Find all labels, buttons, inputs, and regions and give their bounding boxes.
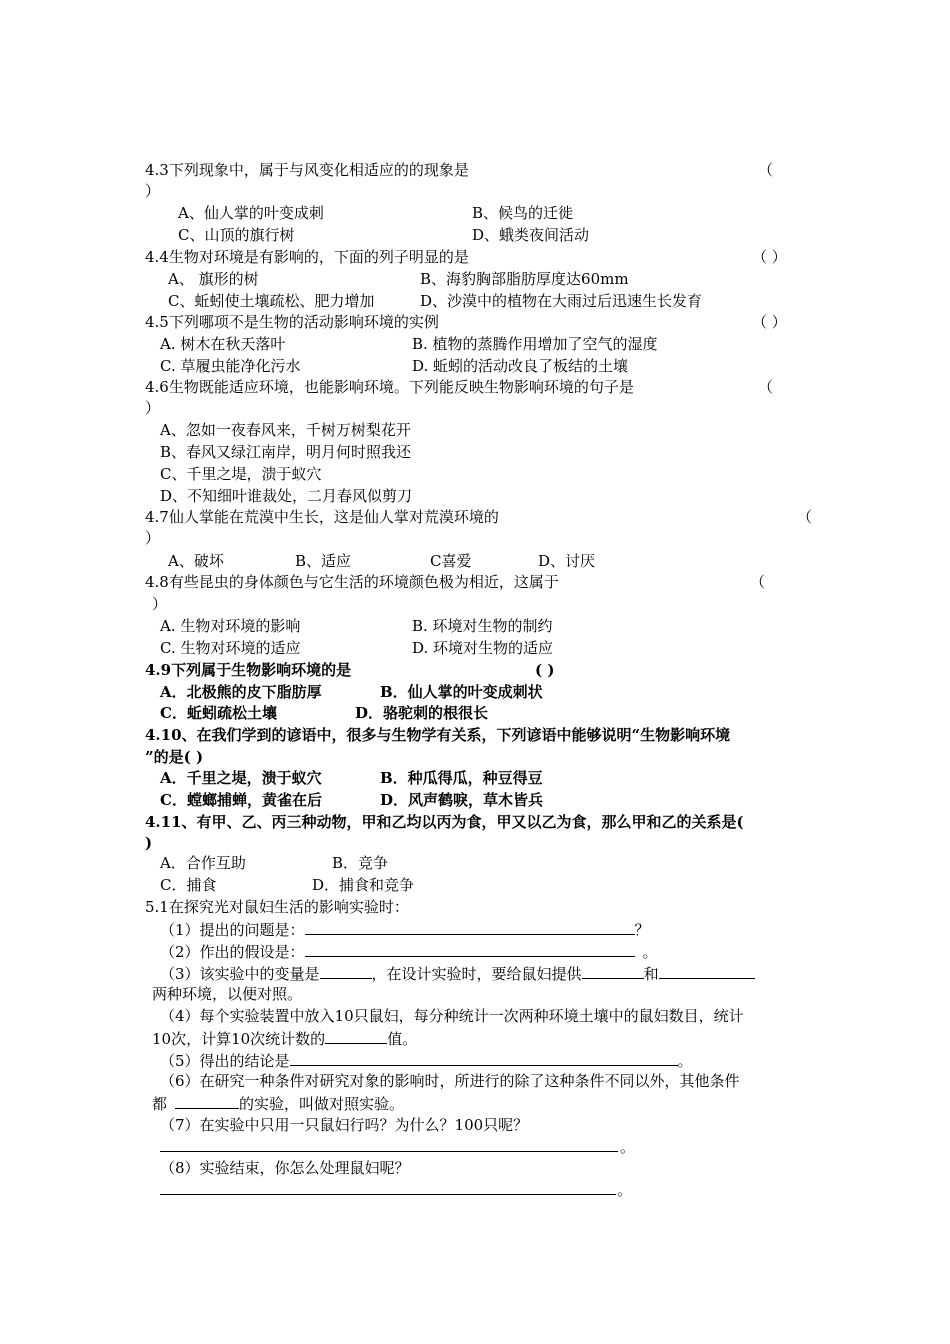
part-5-label: （5）得出的结论是	[160, 1052, 290, 1070]
part-2-end: 。	[642, 943, 658, 961]
question-4-4-option-c: C、蚯蚓使土壤疏松、肥力增加	[168, 292, 375, 310]
question-4-7-stem: 4.7仙人掌能在荒漠中生长，这是仙人掌对荒漠环境的	[145, 508, 499, 526]
question-4-10-stem-line2: ”的是( )	[145, 748, 204, 766]
part-3-text-a: （3）该实验中的变量是	[160, 965, 320, 983]
question-4-10-option-b: B．种瓜得瓜，种豆得豆	[380, 769, 543, 787]
question-4-8-option-b: B. 环境对生物的制约	[412, 617, 553, 635]
part-8-end: 。	[617, 1181, 633, 1199]
question-4-3-option-b: B、候鸟的迁徙	[472, 204, 574, 222]
question-4-10-option-c: C．螳螂捕蝉，黄雀在后	[160, 791, 322, 809]
question-4-5-paren: （ ）	[752, 313, 787, 331]
question-4-7-option-b: B、适应	[295, 552, 352, 570]
part-3-env1-blank[interactable]	[582, 963, 644, 979]
part-5-end: 。	[677, 1052, 693, 1070]
part-7-end: 。	[620, 1138, 636, 1156]
question-4-7-paren-close: ）	[145, 529, 161, 547]
question-4-10-option-a: A．千里之堤，溃于蚁穴	[160, 769, 322, 787]
question-4-8-option-c: C. 生物对环境的适应	[160, 639, 301, 657]
part-3-variable-blank[interactable]	[320, 963, 372, 979]
question-4-9-option-a: A．北极熊的皮下脂肪厚	[160, 683, 322, 701]
question-4-5-option-c: C. 草履虫能净化污水	[160, 357, 301, 375]
question-5-1-part-4-line1: （4）每个实验装置中放入10只鼠妇，每分种统计一次两种环境土壤中的鼠妇数目，统计	[160, 1007, 744, 1025]
question-4-3-paren-open: （	[758, 161, 774, 179]
question-4-9-option-b: B．仙人掌的叶变成刺状	[380, 683, 543, 701]
question-4-6-stem: 4.6生物既能适应环境，也能影响环境。下列能反映生物影响环境的句子是	[145, 378, 634, 396]
question-4-5-option-b: B. 植物的蒸腾作用增加了空气的湿度	[412, 335, 658, 353]
question-4-8-option-d: D. 环境对生物的适应	[412, 639, 554, 657]
question-4-3-option-a: A、仙人掌的叶变成刺	[178, 204, 324, 222]
question-4-9-stem: 4.9下列属于生物影响环境的是	[145, 661, 352, 679]
question-4-6-option-a: A、忽如一夜春风来，千树万树梨花开	[160, 421, 411, 439]
question-4-3-stem: 4.3下列现象中，属于与风变化相适应的的现象是	[145, 161, 469, 179]
question-5-1-part-3	[160, 963, 755, 984]
question-4-3-paren-close: ）	[145, 182, 161, 200]
part-3-env2-blank[interactable]	[659, 963, 755, 979]
question-4-8-stem: 4.8有些昆虫的身体颜色与它生活的环境颜色极为相近，这属于	[145, 573, 559, 591]
question-4-6-paren-open: （	[758, 378, 774, 396]
question-5-1-part-3-line2: 两种环境，以便对照。	[152, 985, 303, 1003]
question-5-1-part-7: （7）在实验中只用一只鼠妇行吗？为什么？100只呢？	[160, 1116, 529, 1134]
question-4-9-paren: ( )	[535, 661, 555, 679]
question-5-1-part-6-line1: （6）在研究一种条件对研究对象的影响时，所进行的除了这种条件不同以外，其他条件	[160, 1072, 740, 1090]
part-3-text-b: ，在设计实验时，要给鼠妇提供	[371, 965, 582, 983]
question-4-8-paren-open: （	[750, 573, 766, 591]
question-4-11-option-b: B．竞争	[332, 854, 389, 872]
question-4-7-option-a: A、破坏	[168, 552, 224, 570]
part-2-label: （2）作出的假设是：	[160, 943, 305, 961]
question-4-6-paren-close: ）	[145, 399, 161, 417]
question-5-1-stem: 5.1在探究光对鼠妇生活的影响实验时：	[145, 898, 409, 916]
question-4-10-stem-line1: 4.10、在我们学到的谚语中，很多与生物学有关系，下列谚语中能够说明“生物影响环境	[145, 726, 731, 744]
question-5-1-part-6-line2	[152, 1093, 404, 1114]
question-5-1-part-8: （8）实验结束，你怎么处理鼠妇呢？	[160, 1159, 410, 1177]
part-4-text-c: 值。	[387, 1030, 418, 1048]
question-4-7-option-d: D、讨厌	[538, 552, 596, 570]
question-4-6-option-d: D、不知细叶谁裁处，二月春风似剪刀	[160, 487, 413, 505]
part-7-answer-line[interactable]	[160, 1151, 618, 1152]
part-6-text-b: 都	[152, 1095, 168, 1113]
question-4-4-paren: （ ）	[752, 248, 787, 266]
question-4-7-option-c: C喜爱	[430, 552, 472, 570]
question-4-3-option-c: C、山顶的旗行树	[178, 226, 295, 244]
question-4-4-option-d: D、沙漠中的植物在大雨过后迅速生长发育	[420, 292, 703, 310]
part-1-label: （1）提出的问题是：	[160, 921, 305, 939]
question-5-1-part-2	[160, 941, 658, 962]
part-6-answer-blank[interactable]	[175, 1093, 239, 1109]
question-5-1-part-5	[160, 1050, 693, 1071]
question-4-9-option-c: C．蚯蚓疏松土壤	[160, 704, 277, 722]
part-5-answer-blank[interactable]	[290, 1050, 678, 1066]
part-3-text-c: 和	[643, 965, 659, 983]
part-6-text-c: 的实验，叫做对照实验。	[239, 1095, 405, 1113]
question-4-11-stem-line2: )	[145, 834, 153, 852]
question-4-6-option-c: C、千里之堤，溃于蚁穴	[160, 465, 322, 483]
question-4-11-option-d: D．捕食和竞争	[312, 876, 415, 894]
question-4-8-option-a: A. 生物对环境的影响	[160, 617, 301, 635]
part-4-text-b: 10次，计算10次统计数的	[152, 1030, 326, 1048]
part-4-answer-blank[interactable]	[325, 1028, 387, 1044]
question-4-8-paren-close: ）	[152, 595, 168, 613]
part-8-answer-line[interactable]	[160, 1194, 616, 1195]
question-4-10-option-d: D．风声鹤唳，草木皆兵	[380, 791, 544, 809]
question-4-6-option-b: B、春风又绿江南岸，明月何时照我还	[160, 443, 412, 461]
question-4-4-stem: 4.4生物对环境是有影响的，下面的列子明显的是	[145, 248, 469, 266]
part-2-answer-blank[interactable]	[305, 941, 635, 957]
question-5-1-part-1	[160, 919, 650, 940]
question-4-11-option-a: A．合作互助	[160, 854, 246, 872]
question-4-5-option-a: A. 树木在秋天落叶	[160, 335, 286, 353]
question-4-4-option-a: A、 旗形的树	[168, 270, 259, 288]
question-4-7-paren-open: （	[797, 508, 813, 526]
question-4-5-stem: 4.5下列哪项不是生物的活动影响环境的实例	[145, 313, 439, 331]
question-4-4-option-b: B、海豹胸部脂肪厚度达60mm	[420, 270, 629, 288]
question-4-11-option-c: C．捕食	[160, 876, 217, 894]
question-4-3-option-d: D、蛾类夜间活动	[472, 226, 590, 244]
part-1-answer-blank[interactable]	[305, 919, 635, 935]
question-4-9-option-d: D．骆驼刺的根很长	[355, 704, 489, 722]
question-4-11-stem-line1: 4.11、有甲、乙、丙三种动物，甲和乙均以丙为食，甲又以乙为食，那么甲和乙的关系是(	[145, 813, 744, 831]
question-4-5-option-d: D. 蚯蚓的活动改良了板结的土壤	[412, 357, 629, 375]
part-1-end: ？	[634, 921, 650, 939]
question-5-1-part-4-line2	[152, 1028, 417, 1049]
